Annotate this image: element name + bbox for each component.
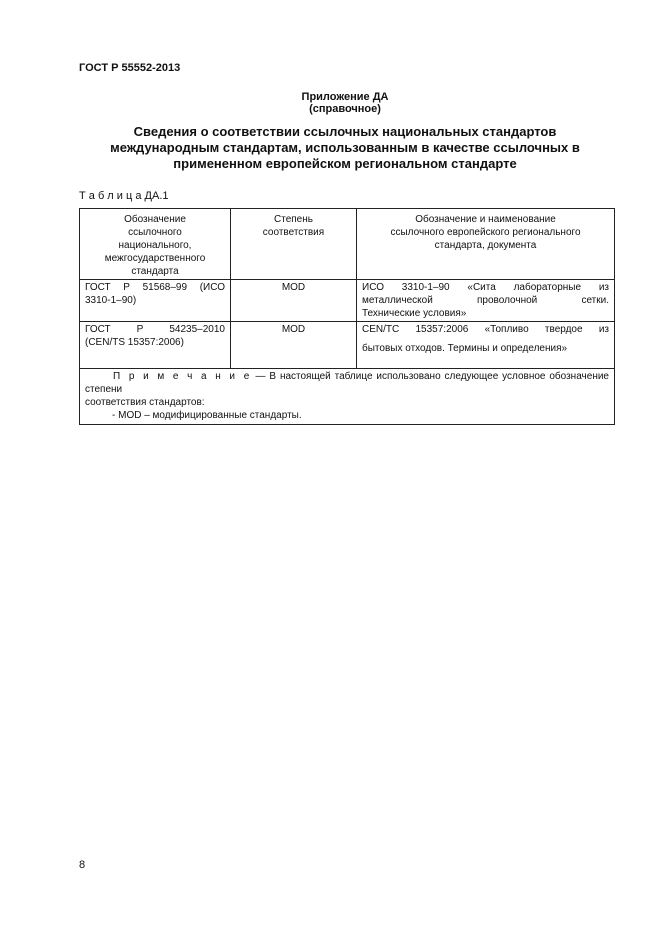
header-text: ссылочного европейского регионального: [390, 227, 581, 238]
note-line: [85, 370, 609, 396]
note-line: - MOD – модифицированные стандарты.: [112, 410, 302, 421]
header-text: Степень: [274, 214, 313, 225]
cell-european: [357, 280, 615, 322]
cell-national: [80, 280, 231, 322]
page-number: 8: [79, 859, 86, 871]
table-header-row: [80, 209, 615, 280]
heading-line: Сведения о соответствии ссылочных национальных стандартов: [133, 124, 557, 139]
header-national-standard: [80, 209, 231, 280]
cell-text: MOD: [281, 324, 306, 335]
cell-text: бытовых отходов. Термины и определения»: [362, 343, 568, 354]
table-note-row: [80, 369, 615, 425]
cell-degree: [231, 322, 357, 369]
header-degree: [231, 209, 357, 280]
cell-text: ГОСТ Р 51568–99 (ИСО: [85, 282, 225, 293]
table-caption-id: ДА.1: [144, 190, 169, 202]
table-caption-label: Т а б л и ц а: [79, 190, 142, 202]
cell-national: [80, 322, 231, 369]
cell-text: Технические условия»: [362, 308, 467, 319]
header-text: ссылочного: [128, 227, 182, 238]
document-code: ГОСТ Р 55552-2013: [79, 62, 181, 74]
note-line: соответствия стандартов:: [85, 397, 205, 408]
header-text: соответствия: [262, 227, 325, 238]
cell-text: металлической проволочной сетки.: [362, 295, 609, 306]
section-heading: [90, 124, 600, 172]
header-text: Обозначение: [124, 214, 186, 225]
appendix-title: Приложение ДА: [301, 91, 389, 103]
header-text: стандарта, документа: [434, 240, 537, 251]
table-row: [80, 280, 615, 322]
appendix-subtitle: (справочное): [309, 103, 381, 115]
cell-european: [357, 322, 615, 369]
table-caption: [79, 190, 169, 202]
table-row: [80, 322, 615, 369]
heading-line: примененном европейском региональном стандарте: [173, 156, 517, 171]
cell-text: 3310-1–90): [85, 295, 137, 306]
header-text: стандарта: [131, 266, 179, 277]
header-text: национального,: [118, 240, 192, 251]
cell-text: CEN/TC 15357:2006 «Топливо твердое из: [362, 324, 609, 335]
cell-degree: [231, 280, 357, 322]
header-text: Обозначение и наименование: [415, 214, 556, 225]
header-text: межгосударственного: [104, 253, 206, 264]
cell-text: (CEN/TS 15357:2006): [85, 337, 184, 348]
heading-line: международным стандартам, использованным в качестве ссылочных в: [110, 140, 580, 155]
note-text: — В настоящей таблице использовано следующее условное обозначение степени: [85, 371, 609, 395]
cell-text: ГОСТ Р 54235–2010: [85, 324, 225, 335]
cell-text: ИСО 3310-1–90 «Сита лабораторные из: [362, 282, 609, 293]
note-label: П р и м е ч а н и е: [113, 371, 252, 382]
cell-text: MOD: [281, 282, 306, 293]
correspondence-table: [79, 208, 615, 425]
header-european-standard: [357, 209, 615, 280]
table-note: [80, 369, 615, 425]
